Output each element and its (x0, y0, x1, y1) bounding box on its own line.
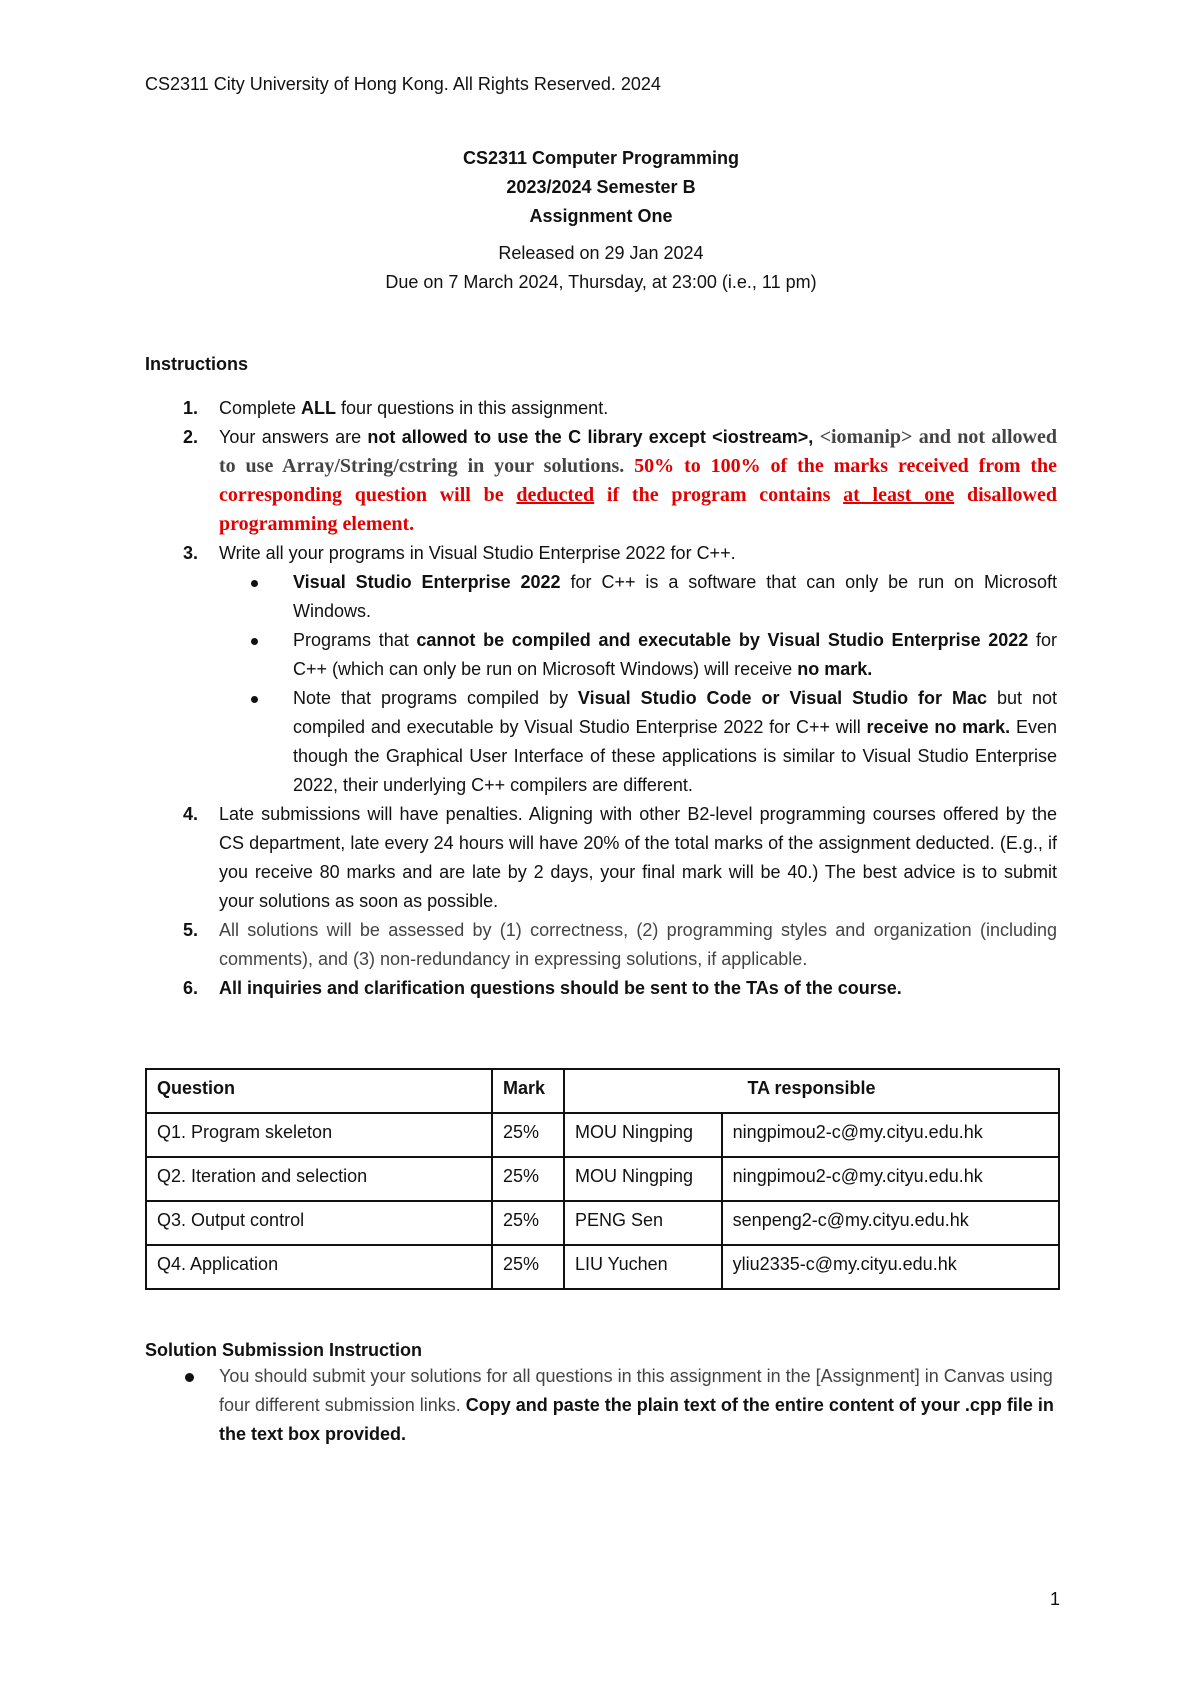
mark-cell: 25% (492, 1245, 564, 1289)
assignment-title: Assignment One (529, 206, 673, 226)
table-row (146, 1201, 1059, 1245)
table-row (146, 1113, 1059, 1157)
bullet-icon (251, 580, 258, 587)
instruction-3-sub-1: Visual Studio Enterprise 2022 for C++ is a software that can only be run on Microsoft Windows. (219, 568, 1057, 626)
running-header: CS2311 City University of Hong Kong. All Rights Reserved. 2024 (145, 74, 661, 94)
ta-name-cell: LIU Yuchen (564, 1245, 722, 1289)
table-row (146, 1245, 1059, 1289)
ta-name-cell: PENG Sen (564, 1201, 722, 1245)
ta-email-cell: ningpimou2-c@my.cityu.edu.hk (722, 1157, 1059, 1201)
instruction-item-2: 2. Your answers are not allowed to use the C library except <iostream>, <iomanip> and not allowed to use Array/String/cstring in your solutions. 50% to 100% of the marks received from the corresponding question will be deducted if the program contains at least one disallowed programming element. (183, 426, 1057, 535)
question-cell: Q4. Application (146, 1245, 492, 1289)
instruction-3-sublist (219, 568, 1057, 800)
question-cell: Q1. Program skeleton (146, 1113, 492, 1157)
question-cell: Q2. Iteration and selection (146, 1157, 492, 1201)
mark-cell: 25% (492, 1157, 564, 1201)
instruction-item-4: 4. Late submissions will have penalties. Aligning with other B2-level programming courses offered by the CS department, late every 24 hours will have 20% of the total marks of the assignment deducted. (E.g., if you receive 80 marks and are late by 2 days, your final mark will be 40.) The best advice is to submit your solutions as soon as possible. (183, 804, 1057, 911)
due-date: Due on 7 March 2024, Thursday, at 23:00 (i.e., 11 pm) (385, 272, 817, 292)
ta-name-cell: MOU Ningping (564, 1157, 722, 1201)
instructions-heading: Instructions (145, 354, 249, 374)
ta-email-cell: senpeng2-c@my.cityu.edu.hk (722, 1201, 1059, 1245)
table-header-row (146, 1069, 1059, 1113)
submission-instruction: You should submit your solutions for all questions in this assignment in the [Assignment] in Canvas using four different submission links. Copy and paste the plain text of the entire content of your .cpp file in the text box provided. (145, 1362, 1057, 1449)
instruction-item-1: 1. Complete ALL four questions in this assignment. (183, 398, 609, 418)
submission-heading: Solution Submission Instruction (145, 1340, 422, 1360)
instruction-item-5: 5. All solutions will be assessed by (1) correctness, (2) programming styles and organization (including comments), and (3) non-redundancy in expressing solutions, if applicable. (183, 920, 1057, 969)
table-row (146, 1157, 1059, 1201)
mark-cell: 25% (492, 1201, 564, 1245)
ta-table (145, 1068, 1060, 1290)
page-number: 1 (1049, 1589, 1060, 1609)
header-mark: Mark (492, 1069, 564, 1113)
question-cell: Q3. Output control (146, 1201, 492, 1245)
ta-email-cell: ningpimou2-c@my.cityu.edu.hk (722, 1113, 1059, 1157)
bullet-icon (251, 638, 258, 645)
bullet-icon (185, 1373, 194, 1382)
bullet-icon (251, 696, 258, 703)
header-ta: TA responsible (564, 1069, 1059, 1113)
release-date: Released on 29 Jan 2024 (498, 243, 704, 263)
instructions-list (145, 394, 1057, 1003)
ta-email-cell: yliu2335-c@my.cityu.edu.hk (722, 1245, 1059, 1289)
instruction-item-3: 3. Write all your programs in Visual Studio Enterprise 2022 for C++. Visual Studio Enterprise 2022 for C++ is a software that can only be run on Microsoft Windows. Programs that cannot be compiled and executable by Visual Studio Enterprise 2022 for C++ (which can only be run on Microsoft Windows) will receive no mark. Note that programs compiled by Visual Studio Code or Visual Studio for Mac but not compiled and executable by Visual Studio Enterprise 2022 for C++ will receive no mark. Even though the Graphical User Interface of these applications is similar to Visual Studio Enterprise 2022, their underlying C++ compilers are different. (145, 539, 1057, 800)
title-block (145, 144, 1057, 297)
semester-title: 2023/2024 Semester B (506, 177, 696, 197)
instruction-3-sub-3: Note that programs compiled by Visual Studio Code or Visual Studio for Mac but not compiled and executable by Visual Studio Enterprise 2022 for C++ will receive no mark. Even though the Graphical User Interface of these applications is similar to Visual Studio Enterprise 2022, their underlying C++ compilers are different. (219, 684, 1057, 800)
instruction-3-sub-2: Programs that cannot be compiled and executable by Visual Studio Enterprise 2022 for C++ (which can only be run on Microsoft Windows) will receive no mark. (219, 626, 1057, 684)
ta-name-cell: MOU Ningping (564, 1113, 722, 1157)
instruction-item-6: 6. All inquiries and clarification questions should be sent to the TAs of the course. (183, 978, 902, 998)
course-title: CS2311 Computer Programming (462, 148, 740, 168)
header-question: Question (146, 1069, 492, 1113)
mark-cell: 25% (492, 1113, 564, 1157)
